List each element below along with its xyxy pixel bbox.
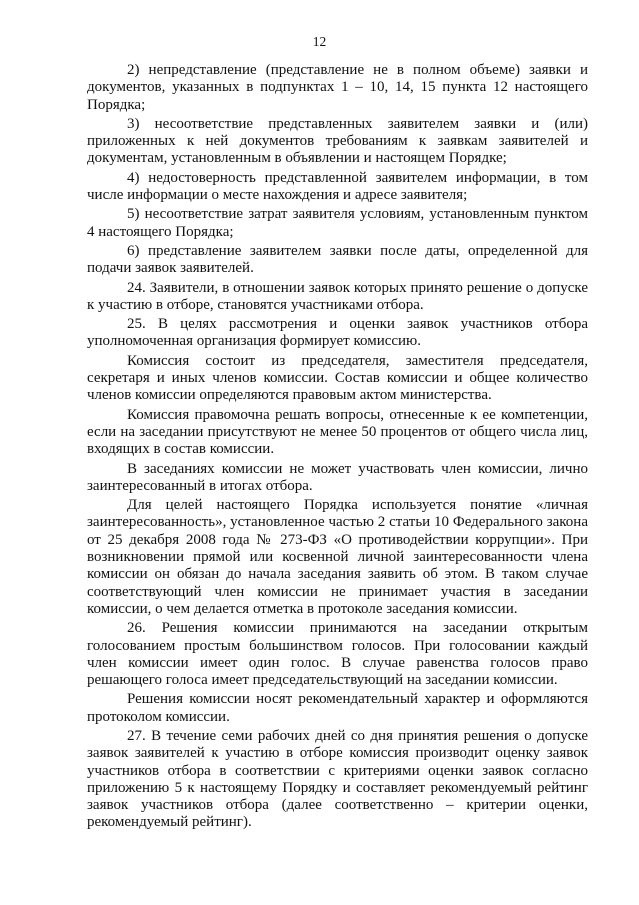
paragraph-commission-quorum: Комиссия правомочна решать вопросы, отнесенные к ее компетенции, если на заседании присутствуют не менее 50 процентов от общего числа лиц, входящих в состав комиссии. <box>87 406 588 458</box>
paragraph-clause-25: 25. В целях рассмотрения и оценки заявок участников отбора уполномоченная организация формирует комиссию. <box>87 316 588 350</box>
paragraph-item-4: 4) недостоверность представленной заявителем информации, в том числе информации о месте нахождения и адресе заявителя; <box>87 169 588 204</box>
page-number: 12 <box>312 34 327 49</box>
paragraph-decisions-advisory: Решения комиссии носят рекомендательный характер и оформляются протоколом комиссии. <box>87 691 588 725</box>
paragraph-item-3: 3) несоответствие представленных заявителем заявки и (или) приложенных к ней документов требованиям к заявкам заявителей и документам, установленным в объявлении и настоящем Порядке; <box>87 115 588 167</box>
paragraph-item-2: 2) непредставление (представление не в полном объеме) заявки и документов, указанных в подпунктах 1 – 10, 14, 15 пункта 12 настоящего Порядка; <box>87 62 588 113</box>
paragraph-item-5: 5) несоответствие затрат заявителя условиям, установленным пунктом 4 настоящего Порядка; <box>87 206 588 240</box>
paragraph-interested-member: В заседаниях комиссии не может участвовать член комиссии, лично заинтересованный в итогах отбора. <box>87 460 588 494</box>
paragraph-clause-24: 24. Заявители, в отношении заявок которых принято решение о допуске к участию в отборе, становятся участниками отбора. <box>87 279 588 313</box>
paragraph-clause-26: 26. Решения комиссии принимаются на заседании открытым голосованием простым большинством голосов. При голосовании каждый член комиссии имеет один голос. В случае равенства голосов право решающего голоса имеет председательствующий на заседании комиссии. <box>87 620 588 689</box>
paragraph-item-6: 6) представление заявителем заявки после даты, определенной для подачи заявок заявителей. <box>87 242 588 277</box>
paragraph-clause-27: 27. В течение семи рабочих дней со дня принятия решения о допуске заявок заявителей к участию в отборе комиссия производит оценку заявок участников отбора в соответствии с критериями оценки заявок согласно приложению 5 к настоящему Порядку и составляет рекомендуемый рейтинг заявок участников отбора (далее соответственно – критерии оценки, рекомендуемый рейтинг). <box>87 727 588 831</box>
paragraph-personal-interest: Для целей настоящего Порядка используется понятие «личная заинтересованность», установленное частью 2 статьи 10 Федерального закона от 25 декабря 2008 года № 273-ФЗ «О противодействии коррупции». При возникновении прямой или косвенной личной заинтересованности члена комиссии он обязан до начала заседания заявить об этом. В таком случае соответствующий член комиссии не принимает участия в заседании комиссии, о чем делается отметка в протоколе заседания комиссии. <box>87 497 588 617</box>
document-body <box>87 62 588 834</box>
paragraph-commission-composition: Комиссия состоит из председателя, заместителя председателя, секретаря и иных членов комиссии. Состав комиссии и общее количество членов комиссии определяются правовым актом министерства. <box>87 352 588 404</box>
